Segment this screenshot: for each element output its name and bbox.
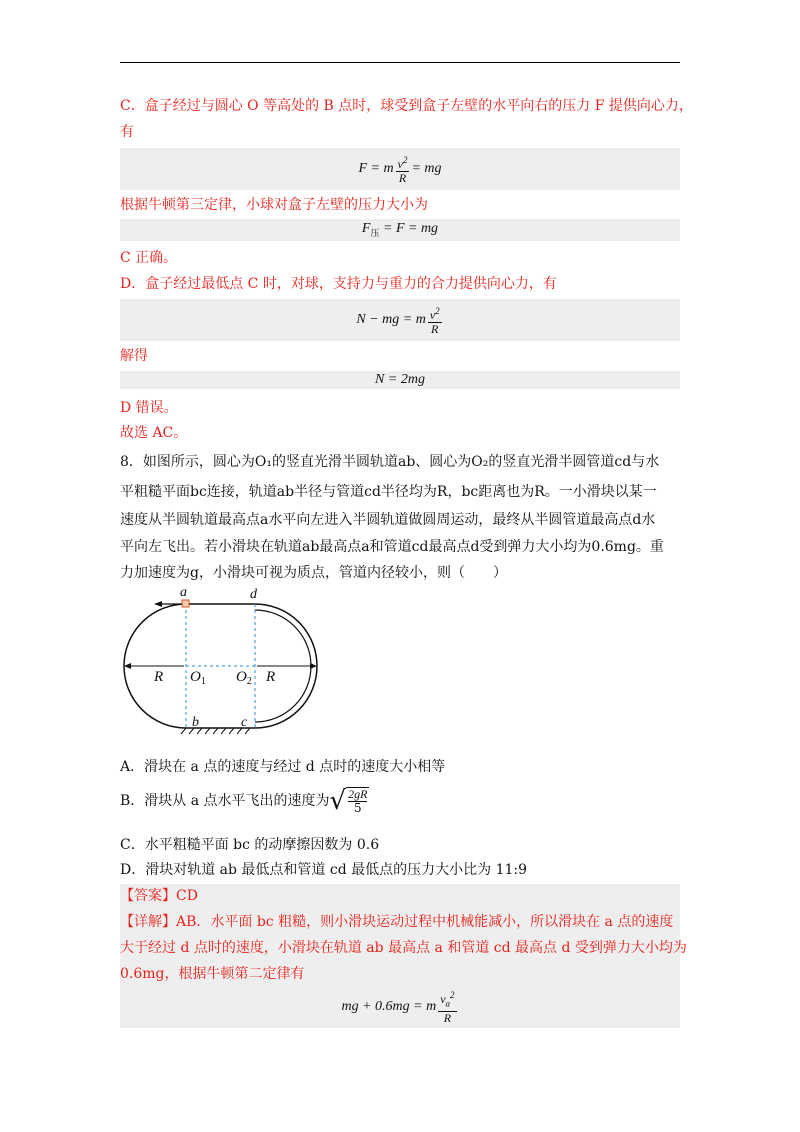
- option-b-num: 2gR: [348, 787, 368, 801]
- section-c-law-line: 根据牛顿第三定律，小球对盒子左壁的压力大小为: [120, 197, 428, 213]
- label-b: b: [192, 715, 199, 730]
- label-o1: $O_1$: [190, 669, 206, 687]
- section-d-choice: 故选 AC。: [120, 425, 188, 441]
- q8-line2: 平粗糙平面bc连接，轨道ab半径与管道cd半径均为R，bc距离也为R。一小滑块以某一: [120, 484, 657, 500]
- answer-detail-1: 【详解】AB．水平面 bc 粗糙，则小滑块运动过程中机械能减小，所以滑块在 a 点的速度: [120, 914, 674, 930]
- answer-detail-3: 0.6mg，根据牛顿第二定律有: [120, 966, 305, 982]
- option-a: A．滑块在 a 点的速度与经过 d 点时的速度大小相等: [120, 759, 446, 775]
- q8-line1: 8．如图所示，圆心为O₁的竖直光滑半圆轨道ab、圆心为O₂的竖直光滑半圆管道cd与水: [120, 454, 660, 470]
- option-b-den: 5: [353, 801, 362, 815]
- velocity-arrowhead: [154, 601, 162, 607]
- option-c: C．水平粗糙平面 bc 的动摩擦因数为 0.6: [120, 837, 380, 853]
- section-d-line1: D．盒子经过最低点 C 时，对球，支持力与重力的合力提供向心力，有: [120, 276, 557, 292]
- slider-block: [182, 600, 189, 607]
- option-b-text: B．滑块从 a 点水平飞出的速度为: [120, 793, 330, 809]
- label-r-left: R: [154, 669, 164, 685]
- radius-right-arrow: [310, 663, 317, 669]
- q8-line4: 平向左飞出。若小滑块在轨道ab最高点a和管道cd最高点d受到弹力大小均为0.6mg。重: [120, 539, 664, 555]
- answer-label: 【答案】CD: [120, 888, 198, 904]
- section-c-line1: C．盒子经过与圆心 O 等高处的 B 点时，球受到盒子左壁的水平向右的压力 F 提供向心力，: [120, 98, 693, 114]
- option-d: D．滑块对轨道 ab 最低点和管道 cd 最低点的压力大小比为 11:9: [120, 862, 528, 878]
- q8-line3: 速度从半圆轨道最高点a水平向左进入半圆轨道做圆周运动，最终从半圆管道最高点d水: [120, 512, 656, 528]
- formula-d-1: N − mg = m $\frac{v^2}{R}$: [120, 299, 680, 341]
- section-d-verdict: D 错误。: [120, 400, 178, 416]
- formula-c-2: $F_压 = F$ = mg: [120, 219, 680, 241]
- label-d: d: [250, 587, 257, 602]
- q8-line5: 力加速度为g，小滑块可视为质点，管道内径较小，则（ ）: [120, 565, 507, 581]
- label-a: a: [180, 585, 187, 600]
- section-c-line2: 有: [120, 124, 134, 140]
- section-d-solve: 解得: [120, 348, 148, 364]
- track-figure: [118, 584, 328, 746]
- formula-c-1: F = m $\frac{v^2}{R}$ = mg: [120, 148, 680, 190]
- answer-detail-2: 大于经过 d 点时的速度，小滑块在轨道 ab 最高点 a 和管道 cd 最高点 d 受到弹力大小均为: [120, 940, 687, 956]
- option-b: [120, 786, 369, 816]
- header-rule: [120, 62, 680, 63]
- option-b-sqrt: √ $\frac{2gR}{5}$: [329, 786, 368, 816]
- formula-d-2: N = 2mg: [120, 371, 680, 389]
- section-c-verdict: C 正确。: [120, 250, 178, 266]
- label-o2: $O_2$: [236, 669, 252, 687]
- label-c: c: [241, 715, 248, 730]
- radius-left-arrow: [124, 663, 131, 669]
- formula-answer: mg + 0.6mg = m $\frac{v_a^2}{R}$: [341, 990, 455, 1025]
- label-r-right: R: [266, 669, 276, 685]
